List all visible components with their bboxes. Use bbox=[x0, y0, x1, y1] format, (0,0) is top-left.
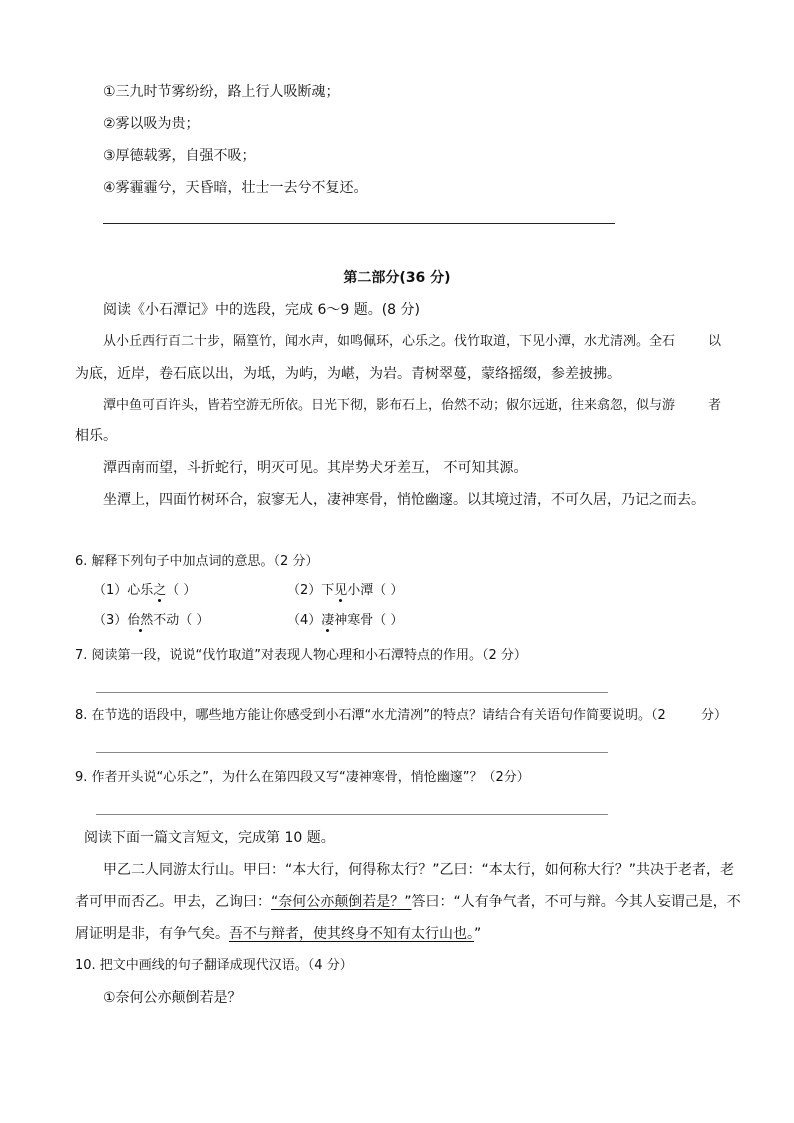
passage2-line2-a: 者可甲而否乙。甲去，乙询曰： bbox=[75, 894, 271, 910]
passage2-line1: 甲乙二人同游太行山。甲曰：“本大行，何得称太行？”乙曰：“本太行，如何称大行？”共决于老者，老 bbox=[103, 862, 735, 878]
q6-item-3-pre: （3） bbox=[93, 613, 128, 628]
q6-item-4 bbox=[287, 611, 403, 631]
passage-p1-line1: 从小丘西行百二十步，隔篁竹，闻水声，如鸣佩环，心乐之。伐竹取道，下见小潭，水尤清冽。全石 bbox=[103, 334, 676, 349]
answer-line-q8 bbox=[96, 752, 608, 753]
passage-p1-line1-end: 以 bbox=[708, 334, 722, 349]
q6-item-1-blank: （ ） bbox=[166, 583, 197, 598]
passage2-line2-b: 答曰：“人有争气者，不可与辩。今其人妄谓己是，不 bbox=[411, 894, 741, 910]
passage2-underlined-2: 吾不与辩者，使其终身不知有太行山也。 bbox=[229, 926, 474, 942]
passage-p2-line2: 相乐。 bbox=[75, 428, 117, 444]
passage-p2-line1: 潭中鱼可百许头，皆若空游无所依。日光下彻，影布石上，佁然不动；俶尔远逝，往来翕忽，似与游 bbox=[103, 398, 676, 413]
passage-p3: 潭西南而望，斗折蛇行，明灭可见。其岸势犬牙差互， 不可知其源。 bbox=[103, 460, 528, 476]
question-7: 7. 阅读第一段，说说“伐竹取道”对表现人物心理和小石潭特点的作用。（2 分） bbox=[75, 648, 527, 663]
item-1: ①三九时节雾纷纷，路上行人吸断魂； bbox=[103, 84, 340, 100]
reading-intro: 阅读《小石潭记》中的选段，完成 6～9 题。(8 分) bbox=[103, 302, 420, 318]
q6-item-1-dotted: 之 bbox=[153, 583, 167, 598]
question-6: 6. 解释下列句子中加点词的意思。（2 分） bbox=[75, 554, 319, 569]
q6-item-2-dotted: 见 bbox=[334, 583, 348, 598]
q10-item-1: ①奈何公亦颠倒若是？ bbox=[103, 990, 242, 1006]
passage2-intro: 阅读下面一篇文言短文，完成第 10 题。 bbox=[84, 830, 335, 846]
answer-line-q7 bbox=[96, 692, 608, 693]
question-10: 10. 把文中画线的句子翻译成现代汉语。（4 分） bbox=[75, 958, 353, 973]
q6-item-2-post: 小潭（ ） bbox=[347, 583, 404, 598]
q6-item-3 bbox=[93, 611, 209, 631]
passage2-line2 bbox=[75, 892, 741, 912]
question-8: 8. 在节选的语段中，哪些地方能让你感受到小石潭“水尤清冽”的特点？请结合有关语句作简要说明。（2 bbox=[75, 708, 666, 723]
item-3: ③厚德载雾，自强不吸； bbox=[103, 148, 256, 164]
passage-p1-line2: 为底，近岸，卷石底以出，为坻，为屿，为嵁，为岩。青树翠蔓，蒙络摇缀，参差披拂。 bbox=[75, 366, 621, 382]
passage2-line3-a: 屑证明是非，有争气矣。 bbox=[75, 926, 229, 942]
q6-item-1-pre: （1）心乐 bbox=[93, 583, 154, 598]
answer-line-top bbox=[103, 223, 615, 224]
section-heading: 第二部分(36 分) bbox=[343, 270, 451, 286]
q6-item-4-pre: （4） bbox=[287, 613, 322, 628]
q6-item-1 bbox=[93, 581, 196, 601]
passage2-line3-b: ” bbox=[474, 926, 482, 942]
question-8-end: 分） bbox=[701, 708, 728, 723]
q6-item-2 bbox=[287, 581, 403, 601]
q6-item-2-pre: （2）下 bbox=[287, 583, 335, 598]
passage2-line3 bbox=[75, 924, 481, 944]
q6-item-4-dotted: 凄 bbox=[321, 613, 335, 628]
q6-item-3-post: 不动（ ） bbox=[153, 613, 210, 628]
item-2: ②雾以吸为贵； bbox=[103, 116, 200, 132]
q6-item-4-post: 神寒骨（ ） bbox=[334, 613, 404, 628]
item-4: ④雾霾霾兮，天昏暗，壮士一去兮不复还。 bbox=[103, 180, 368, 196]
passage-p2-line1-end: 者 bbox=[708, 398, 722, 413]
question-9: 9. 作者开头说“心乐之”，为什么在第四段又写“凄神寒骨，悄怆幽邃”？（2分） bbox=[75, 770, 530, 785]
q6-item-3-dotted: 佁然 bbox=[127, 613, 154, 628]
passage-p4: 坐潭上，四面竹树环合，寂寥无人，凄神寒骨，悄怆幽邃。以其境过清，不可久居，乃记之而去。 bbox=[103, 492, 705, 508]
answer-line-q9 bbox=[96, 814, 608, 815]
passage2-underlined-1: “奈何公亦颠倒若是？” bbox=[271, 894, 412, 910]
